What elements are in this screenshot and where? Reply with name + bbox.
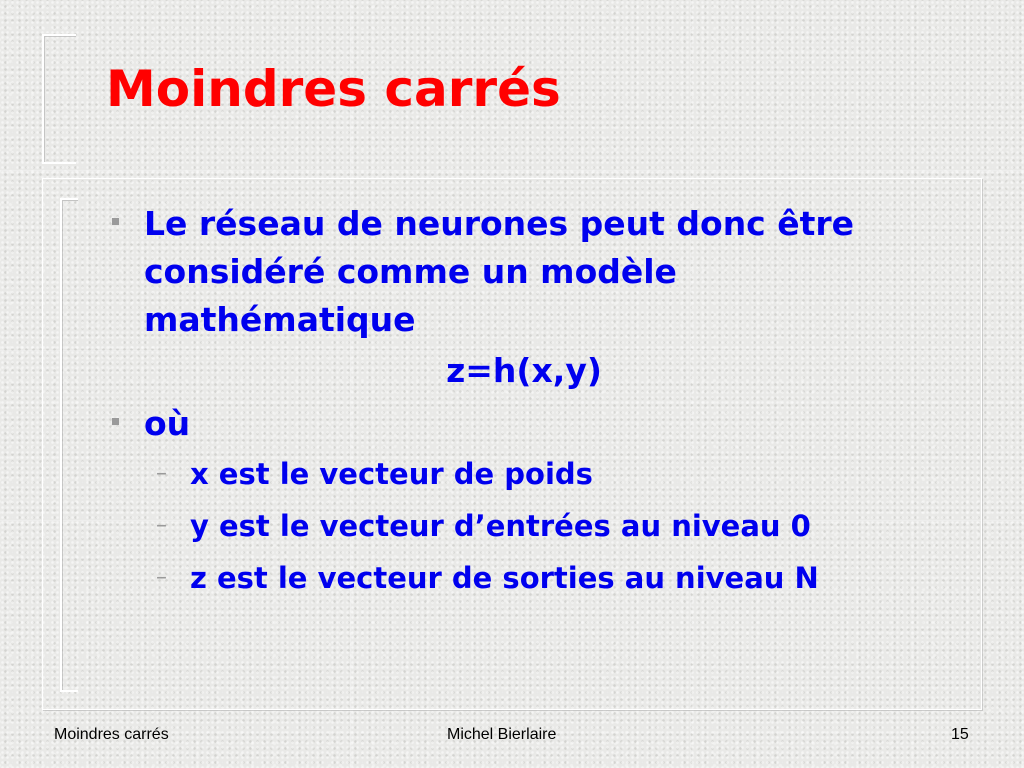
bullet-text: Le réseau de neurones peut donc être considéré comme un modèle mathématique <box>144 204 855 339</box>
sub-bullet-text: z est le vecteur de sorties au niveau N <box>190 561 819 595</box>
slide-body <box>106 200 966 604</box>
sub-bullet-text: y est le vecteur d’entrées au niveau 0 <box>190 509 811 543</box>
sub-bullet-item <box>106 552 966 604</box>
dash-bullet-icon: – <box>156 513 167 538</box>
title-bracket-decoration <box>42 34 76 164</box>
bullet-text: où <box>144 404 191 443</box>
sub-bullet-item <box>106 448 966 500</box>
slide-title: Moindres carrés <box>106 60 561 118</box>
formula: z=h(x,y) <box>446 351 602 390</box>
bullet-item <box>106 200 966 344</box>
sub-bullet-text: x est le vecteur de poids <box>190 457 593 491</box>
dash-bullet-icon: – <box>156 565 167 590</box>
dash-bullet-icon: – <box>156 461 167 486</box>
square-bullet-icon <box>112 418 119 425</box>
sub-bullet-item <box>106 500 966 552</box>
square-bullet-icon <box>112 218 119 225</box>
footer-author: Michel Bierlaire <box>447 726 557 743</box>
footer-title: Moindres carrés <box>54 726 169 743</box>
background-grid-line <box>0 170 1024 171</box>
page-number: 15 <box>951 726 969 743</box>
bullet-item <box>106 400 966 448</box>
content-bracket-decoration <box>60 198 78 692</box>
